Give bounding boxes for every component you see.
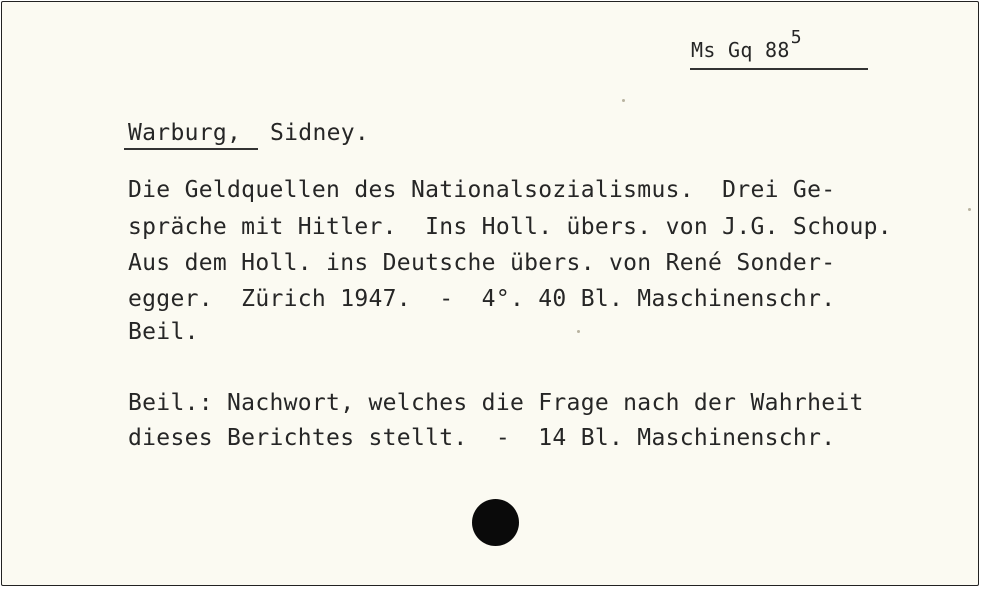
description-line: Aus dem Holl. ins Deutsche übers. von René Sonder-	[128, 250, 836, 276]
description-line: Beil.	[128, 319, 199, 345]
paper-speck	[622, 99, 625, 102]
shelfmark-underline	[690, 68, 868, 70]
description-line: egger. Zürich 1947. - 4°. 40 Bl. Maschinenschr.	[128, 286, 836, 312]
punch-hole	[472, 499, 519, 546]
shelfmark	[691, 27, 802, 62]
description-line: Die Geldquellen des Nationalsozialismus. Drei Ge-	[128, 177, 836, 203]
paper-speck	[577, 330, 580, 333]
note-line: dieses Berichtes stellt. - 14 Bl. Maschinenschr.	[128, 425, 836, 451]
shelfmark-text: Ms Gq 88	[691, 38, 790, 62]
note-line: Beil.: Nachwort, welches die Frage nach der Wahrheit	[128, 390, 864, 416]
description-line: spräche mit Hitler. Ins Holl. übers. von J.G. Schoup.	[128, 214, 892, 240]
paper-speck	[968, 208, 971, 211]
author-surname: Warburg,	[128, 120, 242, 146]
author-underline	[124, 148, 258, 150]
catalog-card	[1, 1, 979, 586]
shelfmark-superscript: 5	[790, 27, 802, 48]
author-given-name: Sidney.	[270, 120, 370, 146]
